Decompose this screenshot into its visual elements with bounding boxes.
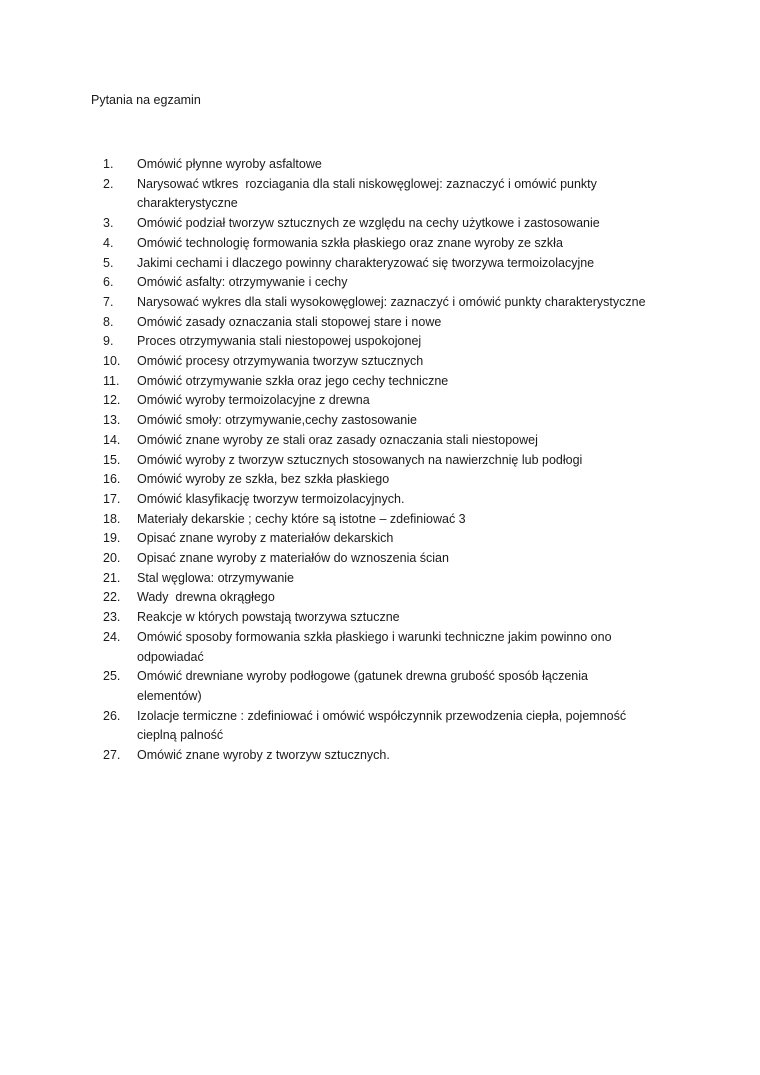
question-number: 8. bbox=[103, 314, 114, 329]
question-item bbox=[103, 155, 683, 175]
question-item bbox=[103, 667, 683, 706]
question-number: 15. bbox=[103, 452, 121, 467]
question-number: 14. bbox=[103, 432, 121, 447]
question-text: Omówić sposoby formowania szkła płaskiego i warunki techniczne jakim powinno ono odpowiadać bbox=[137, 629, 612, 664]
question-number: 13. bbox=[103, 413, 121, 428]
question-text: Omówić podział tworzyw sztucznych ze względu na cechy użytkowe i zastosowanie bbox=[137, 216, 600, 231]
question-text: Opisać znane wyroby z materiałów dekarskich bbox=[137, 531, 394, 546]
question-text: Omówić wyroby z tworzyw sztucznych stosowanych na nawierzchnię lub podłogi bbox=[137, 452, 583, 467]
question-text: Omówić otrzymywanie szkła oraz jego cechy techniczne bbox=[137, 373, 449, 388]
question-text: Narysować wtkres rozciagania dla stali niskowęglowej: zaznaczyć i omówić punkty charakterystyczne bbox=[137, 176, 597, 211]
question-item bbox=[103, 490, 683, 510]
question-item bbox=[103, 293, 683, 313]
question-text: Wady drewna okrągłego bbox=[137, 590, 275, 605]
question-item bbox=[103, 431, 683, 451]
question-number: 27. bbox=[103, 748, 121, 763]
question-number: 9. bbox=[103, 334, 114, 349]
question-number: 2. bbox=[103, 176, 114, 191]
question-number: 16. bbox=[103, 472, 121, 487]
question-text: Materiały dekarskie ; cechy które są istotne – zdefiniować 3 bbox=[137, 511, 466, 526]
question-number: 4. bbox=[103, 235, 114, 250]
question-text: Narysować wykres dla stali wysokowęglowej: zaznaczyć i omówić punkty charakterystyczne bbox=[137, 294, 646, 309]
question-item bbox=[103, 313, 683, 333]
question-text: Proces otrzymywania stali niestopowej uspokojonej bbox=[137, 334, 422, 349]
question-number: 5. bbox=[103, 255, 114, 270]
question-number: 10. bbox=[103, 354, 121, 369]
question-number: 20. bbox=[103, 551, 121, 566]
question-text: Omówić drewniane wyroby podłogowe (gatunek drewna grubość sposób łączenia elementów) bbox=[137, 669, 588, 703]
question-text: Omówić klasyfikację tworzyw termoizolacyjnych. bbox=[137, 491, 405, 506]
question-text: Omówić asfalty: otrzymywanie i cechy bbox=[137, 275, 348, 290]
question-item bbox=[103, 372, 683, 392]
question-item bbox=[103, 549, 683, 569]
question-number: 24. bbox=[103, 629, 121, 644]
question-number: 6. bbox=[103, 275, 114, 290]
question-text: Omówić zasady oznaczania stali stopowej stare i nowe bbox=[137, 314, 442, 329]
question-item bbox=[103, 214, 683, 234]
question-item bbox=[103, 707, 683, 746]
question-number: 18. bbox=[103, 511, 121, 526]
question-text: Omówić technologię formowania szkła płaskiego oraz znane wyroby ze szkła bbox=[137, 235, 563, 250]
question-text: Izolacje termiczne : zdefiniować i omówić współczynnik przewodzenia ciepła, pojemność cieplną palność bbox=[137, 708, 627, 743]
question-item bbox=[103, 234, 683, 254]
question-number: 26. bbox=[103, 708, 121, 723]
question-item bbox=[103, 746, 683, 766]
question-number: 25. bbox=[103, 669, 121, 684]
question-number: 7. bbox=[103, 294, 114, 309]
question-item bbox=[103, 254, 683, 274]
document-title: Pytania na egzamin bbox=[91, 93, 201, 107]
question-text: Omówić wyroby termoizolacyjne z drewna bbox=[137, 393, 370, 408]
question-number: 11. bbox=[103, 373, 120, 388]
question-item bbox=[103, 175, 683, 214]
question-item bbox=[103, 332, 683, 352]
question-number: 3. bbox=[103, 216, 114, 231]
question-item bbox=[103, 608, 683, 628]
question-number: 17. bbox=[103, 491, 121, 506]
question-number: 22. bbox=[103, 590, 121, 605]
question-text: Stal węglowa: otrzymywanie bbox=[137, 570, 295, 585]
question-number: 1. bbox=[103, 157, 114, 171]
question-item bbox=[103, 628, 683, 667]
question-item bbox=[103, 451, 683, 471]
question-item bbox=[103, 391, 683, 411]
question-item bbox=[103, 411, 683, 431]
question-number: 19. bbox=[103, 531, 121, 546]
question-number: 23. bbox=[103, 610, 121, 625]
question-item bbox=[103, 588, 683, 608]
question-list bbox=[103, 155, 683, 766]
question-item bbox=[103, 510, 683, 530]
question-text: Omówić znane wyroby ze stali oraz zasady oznaczania stali niestopowej bbox=[137, 432, 538, 447]
question-item bbox=[103, 470, 683, 490]
question-text: Omówić wyroby ze szkła, bez szkła płaskiego bbox=[137, 472, 390, 487]
question-text: Omówić płynne wyroby asfaltowe bbox=[137, 157, 322, 171]
question-text: Omówić znane wyroby z tworzyw sztucznych. bbox=[137, 748, 390, 763]
question-number: 21. bbox=[103, 570, 121, 585]
question-text: Opisać znane wyroby z materiałów do wznoszenia ścian bbox=[137, 551, 449, 566]
question-text: Omówić procesy otrzymywania tworzyw sztucznych bbox=[137, 354, 424, 369]
question-item bbox=[103, 529, 683, 549]
question-text: Omówić smoły: otrzymywanie,cechy zastosowanie bbox=[137, 413, 417, 428]
question-text: Jakimi cechami i dlaczego powinny charakteryzować się tworzywa termoizolacyjne bbox=[137, 255, 595, 270]
question-item bbox=[103, 569, 683, 589]
question-text: Reakcje w których powstają tworzywa sztuczne bbox=[137, 610, 400, 625]
question-number: 12. bbox=[103, 393, 121, 408]
question-item bbox=[103, 273, 683, 293]
question-item bbox=[103, 352, 683, 372]
